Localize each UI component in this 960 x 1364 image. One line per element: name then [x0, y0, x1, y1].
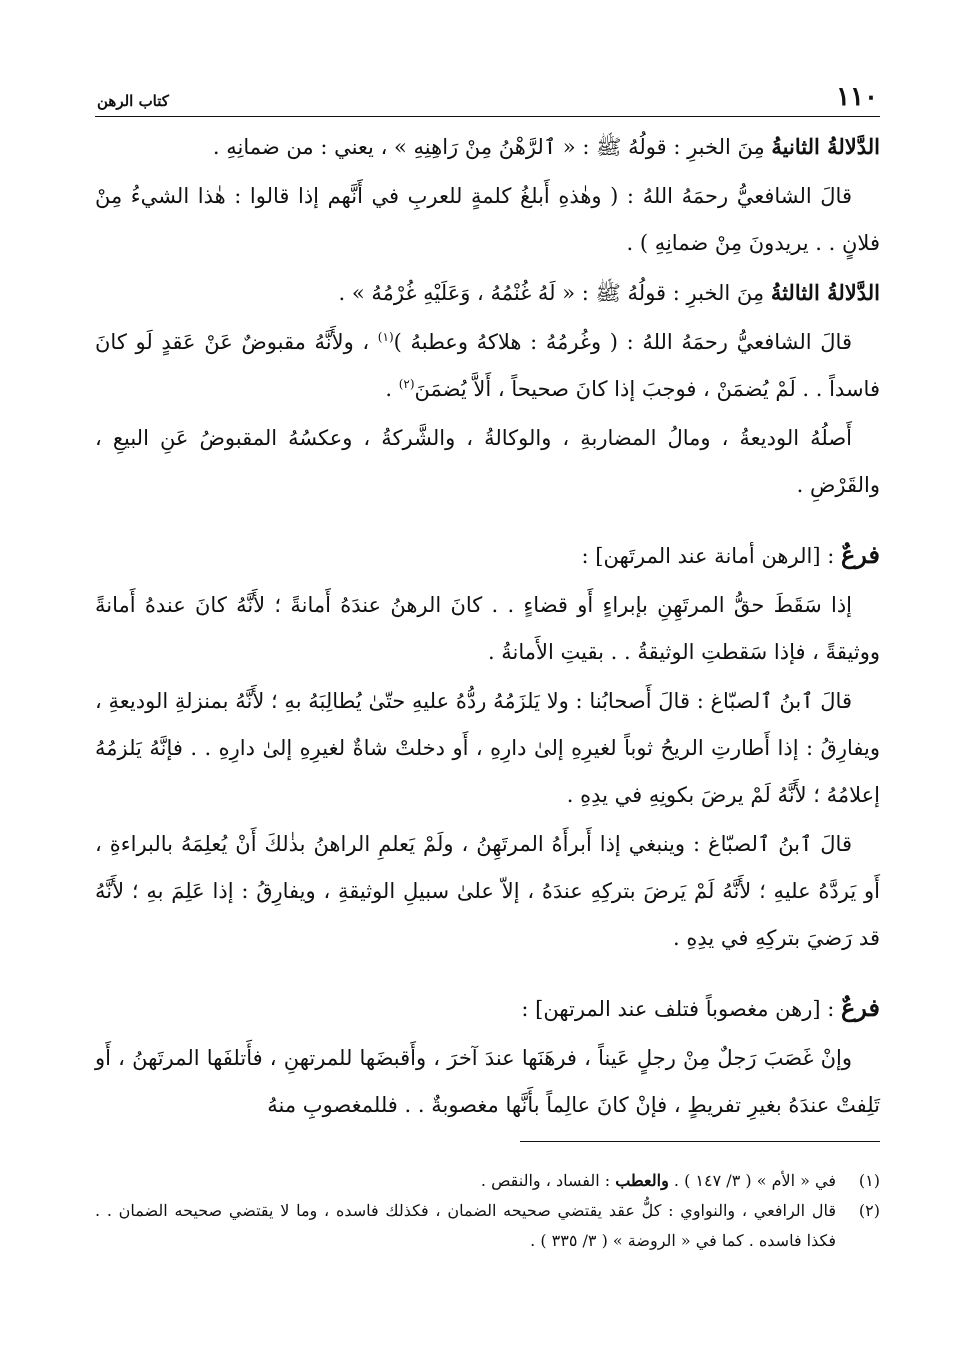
- footnote-2: [95, 1196, 880, 1256]
- paragraph-shafii-2: [95, 319, 880, 413]
- footnote-separator-wrap: [95, 1131, 880, 1142]
- footnote-number: (٢): [858, 1201, 880, 1220]
- footnote-number: (١): [858, 1171, 880, 1190]
- section-heading-text: : [رهن مغصوباً فتلف عند المرتهن] :: [521, 997, 841, 1021]
- footnote-text-part: في « الأم » ( ٣/ ١٤٧ ) .: [668, 1171, 836, 1190]
- page: [95, 78, 880, 1256]
- footnote-text-part: : الفساد ، والنقص .: [480, 1171, 616, 1190]
- footnote-text: [95, 1166, 836, 1196]
- footnote-ref-1: (١): [377, 330, 394, 344]
- running-header: [95, 78, 880, 117]
- paragraph-s2-1: وإنْ غَصَبَ رَجلٌ مِنْ رجلٍ عَيناً ، فرهَنَها عندَ آخرَ ، وأَقبضَها للمرتهنِ ، فأَتلفَها المرتَهنُ ، أَو تَلِفتْ عندَهُ بغيرِ تفريطٍ ، فإنْ كانَ عالِماً بأَنَّها مغصوبةٌ . . فللمغصوبِ منهُ: [95, 1046, 880, 1117]
- paragraph-s1-3: قالَ ٱبنُ ٱلصبّاغ : وينبغي إذا أَبرأَهُ المرتَهِنُ ، ولَمْ يَعلمِ الراهنُ بذٰلكَ أَنْ يُعلِمَهُ بالبراءةِ ، أَو يَردَّهُ عليهِ ؛ لأَنَّهُ لَمْ يَرضَ بتركِهِ عندَهُ ، إلاّ علىٰ سبيلِ الوثيقةِ ، ويفارِقُ : إذا عَلِمَ بهِ ؛ لأَنَّهُ قد رَضيَ بتركِهِ في يدِهِ .: [95, 832, 880, 950]
- far-label: فرعٌ: [840, 540, 880, 569]
- book-title: كتاب الرهن: [97, 92, 169, 110]
- paragraph-s1-2: قالَ ٱبنُ ٱلصبّاغ : قالَ أَصحابُنا : ولا يَلزَمُهُ ردُّهُ عليهِ حتّىٰ يُطالِبَهُ بهِ ؛ لأَنَّهُ بمنزلةِ الوديعةِ ، ويفارِقُ : إذا أَطارتِ الريحُ ثوباً لغيرِهِ إلىٰ دارِهِ ، أَو دخلتْ شاةٌ لغيرِهِ إلىٰ دارِهِ . . فإنَّهُ يَلزمُهُ إعلامُهُ ؛ لأَنَّهُ لَمْ يرضَ بكونِهِ في يدِهِ .: [95, 689, 880, 807]
- page-number: ١١٠: [836, 82, 878, 112]
- paragraph-dalala-3: [95, 269, 880, 317]
- paragraph-lead: الدَّلالةُ الثالثةُ: [770, 280, 880, 305]
- paragraph-shafii-1: قالَ الشافعيُّ رحمَهُ اللهُ : ( وهٰذهِ أَبلغُ كلمةٍ للعربِ في أَنَّهم إذا قالوا : هٰذا الشيءُ مِنْ فلانٍ . . يريدونَ مِنْ ضمانِهِ ) .: [95, 184, 880, 255]
- footnote-separator: [520, 1141, 880, 1142]
- main-text: [95, 123, 880, 1256]
- paragraph-s1-1: إذا سَقَطَ حقُّ المرتَهِنِ بإبراءٍ أَو قضاءٍ . . كانَ الرهنُ عندَهُ أَمانةً ؛ لأَنَّهُ كانَ عندهُ أَمانةً ووثيقةً ، فإذا سَقطتِ الوثيقةُ . . بقيتِ الأَمانةُ .: [95, 593, 880, 664]
- paragraph-text: مِنَ الخبرِ : قولُهُ ﷺ : « لَهُ غُنْمُهُ ، وَعَلَيْهِ غُرْمُهُ » .: [338, 281, 771, 305]
- paragraph-text: مِنَ الخبرِ : قولُهُ ﷺ : « ٱلرَّهْنُ مِنْ رَاهِنِهِ » ، يعني : من ضمانِهِ .: [212, 135, 772, 159]
- footnotes: [95, 1166, 880, 1256]
- section-heading-2: [95, 984, 880, 1033]
- paragraph-lead: الدَّلالةُ الثانيةُ: [771, 134, 880, 159]
- footnote-1: [95, 1166, 880, 1196]
- footnote-ref-2: (٢): [398, 377, 415, 391]
- section-heading-1: [95, 531, 880, 580]
- paragraph-text: .: [385, 377, 399, 401]
- paragraph-text: قالَ الشافعيُّ رحمَهُ اللهُ : ( وغُرمُهُ : هلاكهُ وعطبهُ ): [393, 330, 852, 354]
- paragraph-text: ، ولأَنَّهُ مقبوضٌ عَنْ عَقدٍ لَو كانَ فاسداً . . لَمْ يُضمَنْ ، فوجبَ إذا كانَ صحيحاً ، أَلاَّ يُضمَنَ: [95, 330, 880, 401]
- paragraph-dalala-2: [95, 123, 880, 171]
- footnote-keyword: والعطب: [615, 1171, 669, 1190]
- footnote-text: قال الرافعي ، والنواوي : كلُّ عقد يقتضي صحيحه الضمان ، فكذلك فاسده ، وما لا يقتضي صحيحه الضمان . . فكذا فاسده . كما في « الروضة » ( ٣/ ٣٣٥ ) .: [95, 1201, 836, 1250]
- far-label: فرعٌ: [840, 993, 880, 1022]
- paragraph-asl: أَصلُهُ الوديعةُ ، ومالُ المضاربةِ ، والوكالةُ ، والشَّركةُ ، وعكسُهُ المقبوضُ عَنِ البيعِ ، والقَرْضِ .: [95, 426, 880, 497]
- section-heading-text: : [الرهن أمانة عند المرتَهن] :: [581, 544, 841, 568]
